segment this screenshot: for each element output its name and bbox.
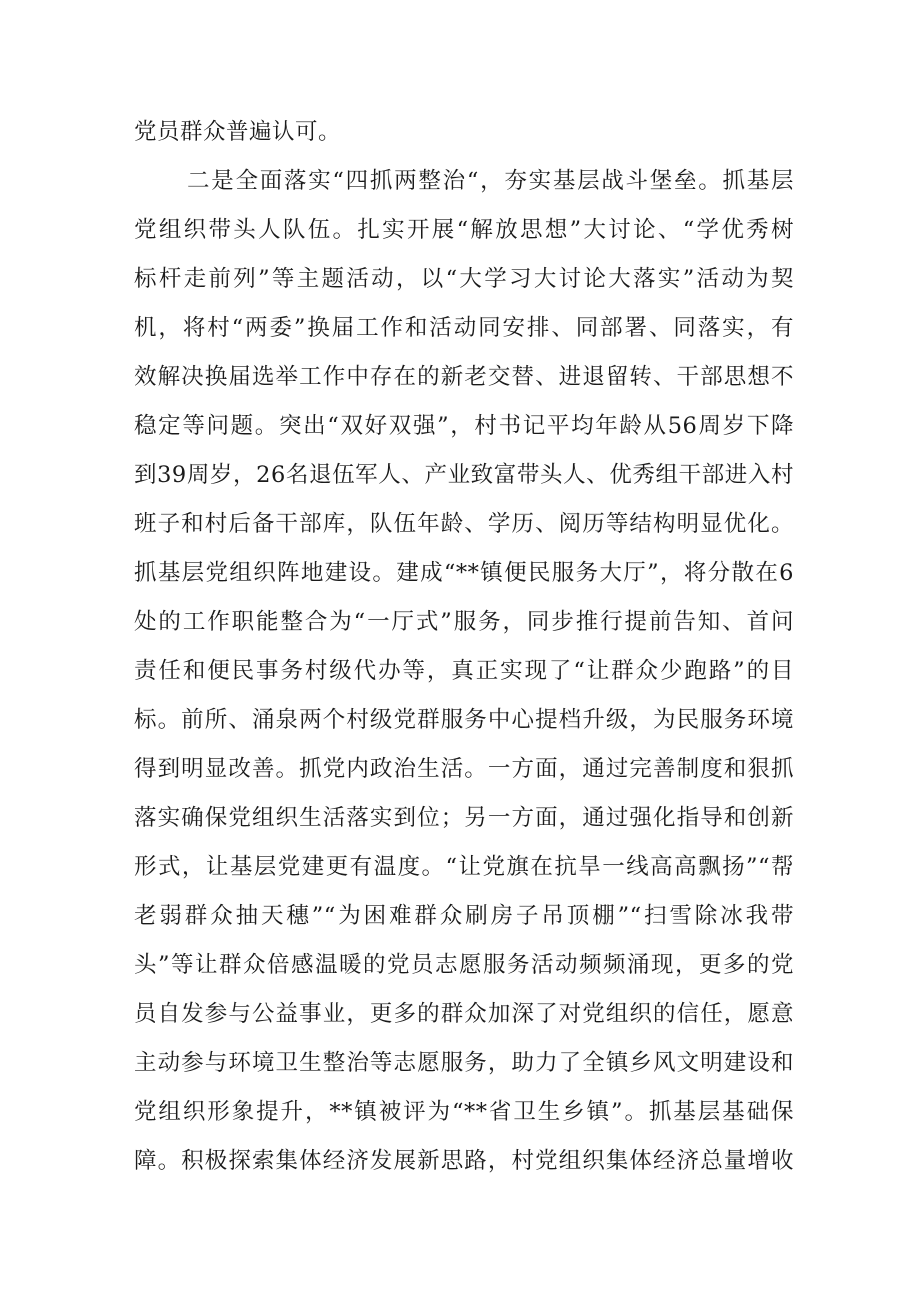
text-line: 老弱群众抽天穗”“为困难群众刷房子吊顶棚”“扫雪除冰我带 [134,903,794,929]
text-line: 抓基层党组织阵地建设。建成“**镇便民服务大厅”，将分散在6 [134,560,794,586]
text-line: 标杆走前列”等主题活动，以“大学习大讨论大落实”活动为契 [134,266,794,292]
text-line: 员自发参与公益事业，更多的群众加深了对党组织的信任，愿意 [134,1001,794,1027]
text-line: 稳定等问题。突出“双好双强”，村书记平均年龄从56周岁下降 [134,413,794,439]
text-line: 到39周岁，26名退伍军人、产业致富带头人、优秀组干部进入村 [134,462,794,488]
text-line: 落实确保党组织生活落实到位；另一方面，通过强化指导和创新 [134,805,794,831]
text-line: 机，将村“两委”换届工作和活动同安排、同部署、同落实，有 [134,315,794,341]
text-line: 党组织带头人队伍。扎实开展“解放思想”大讨论、“学优秀树 [134,217,794,243]
text-line: 效解决换届选举工作中存在的新老交替、进退留转、干部思想不 [134,364,794,390]
text-line: 党员群众普遍认可。 [134,119,342,145]
text-line: 班子和村后备干部库，队伍年龄、学历、阅历等结构明显优化。 [134,511,794,537]
text-line: 形式，让基层党建更有温度。“让党旗在抗旱一线高高飘扬”“帮 [134,854,794,880]
document-body [134,108,794,1186]
text-line: 处的工作职能整合为“一厅式”服务，同步推行提前告知、首问 [134,609,794,635]
text-line: 责任和便民事务村级代办等，真正实现了“让群众少跑路”的目 [134,658,794,684]
text-line: 头”等让群众倍感温暖的党员志愿服务活动频频涌现，更多的党 [134,952,794,978]
text-line: 标。前所、涌泉两个村级党群服务中心提档升级，为民服务环境 [134,707,794,733]
text-line: 党组织形象提升，**镇被评为“**省卫生乡镇”。抓基层基础保 [134,1099,794,1125]
text-line: 障。积极探索集体经济发展新思路，村党组织集体经济总量增收 [134,1148,794,1174]
text-line: 得到明显改善。抓党内政治生活。一方面，通过完善制度和狠抓 [134,756,794,782]
text-line: 二是全面落实“四抓两整治“，夯实基层战斗堡垒。抓基层 [187,168,794,194]
text-line: 主动参与环境卫生整治等志愿服务，助力了全镇乡风文明建设和 [134,1050,794,1076]
